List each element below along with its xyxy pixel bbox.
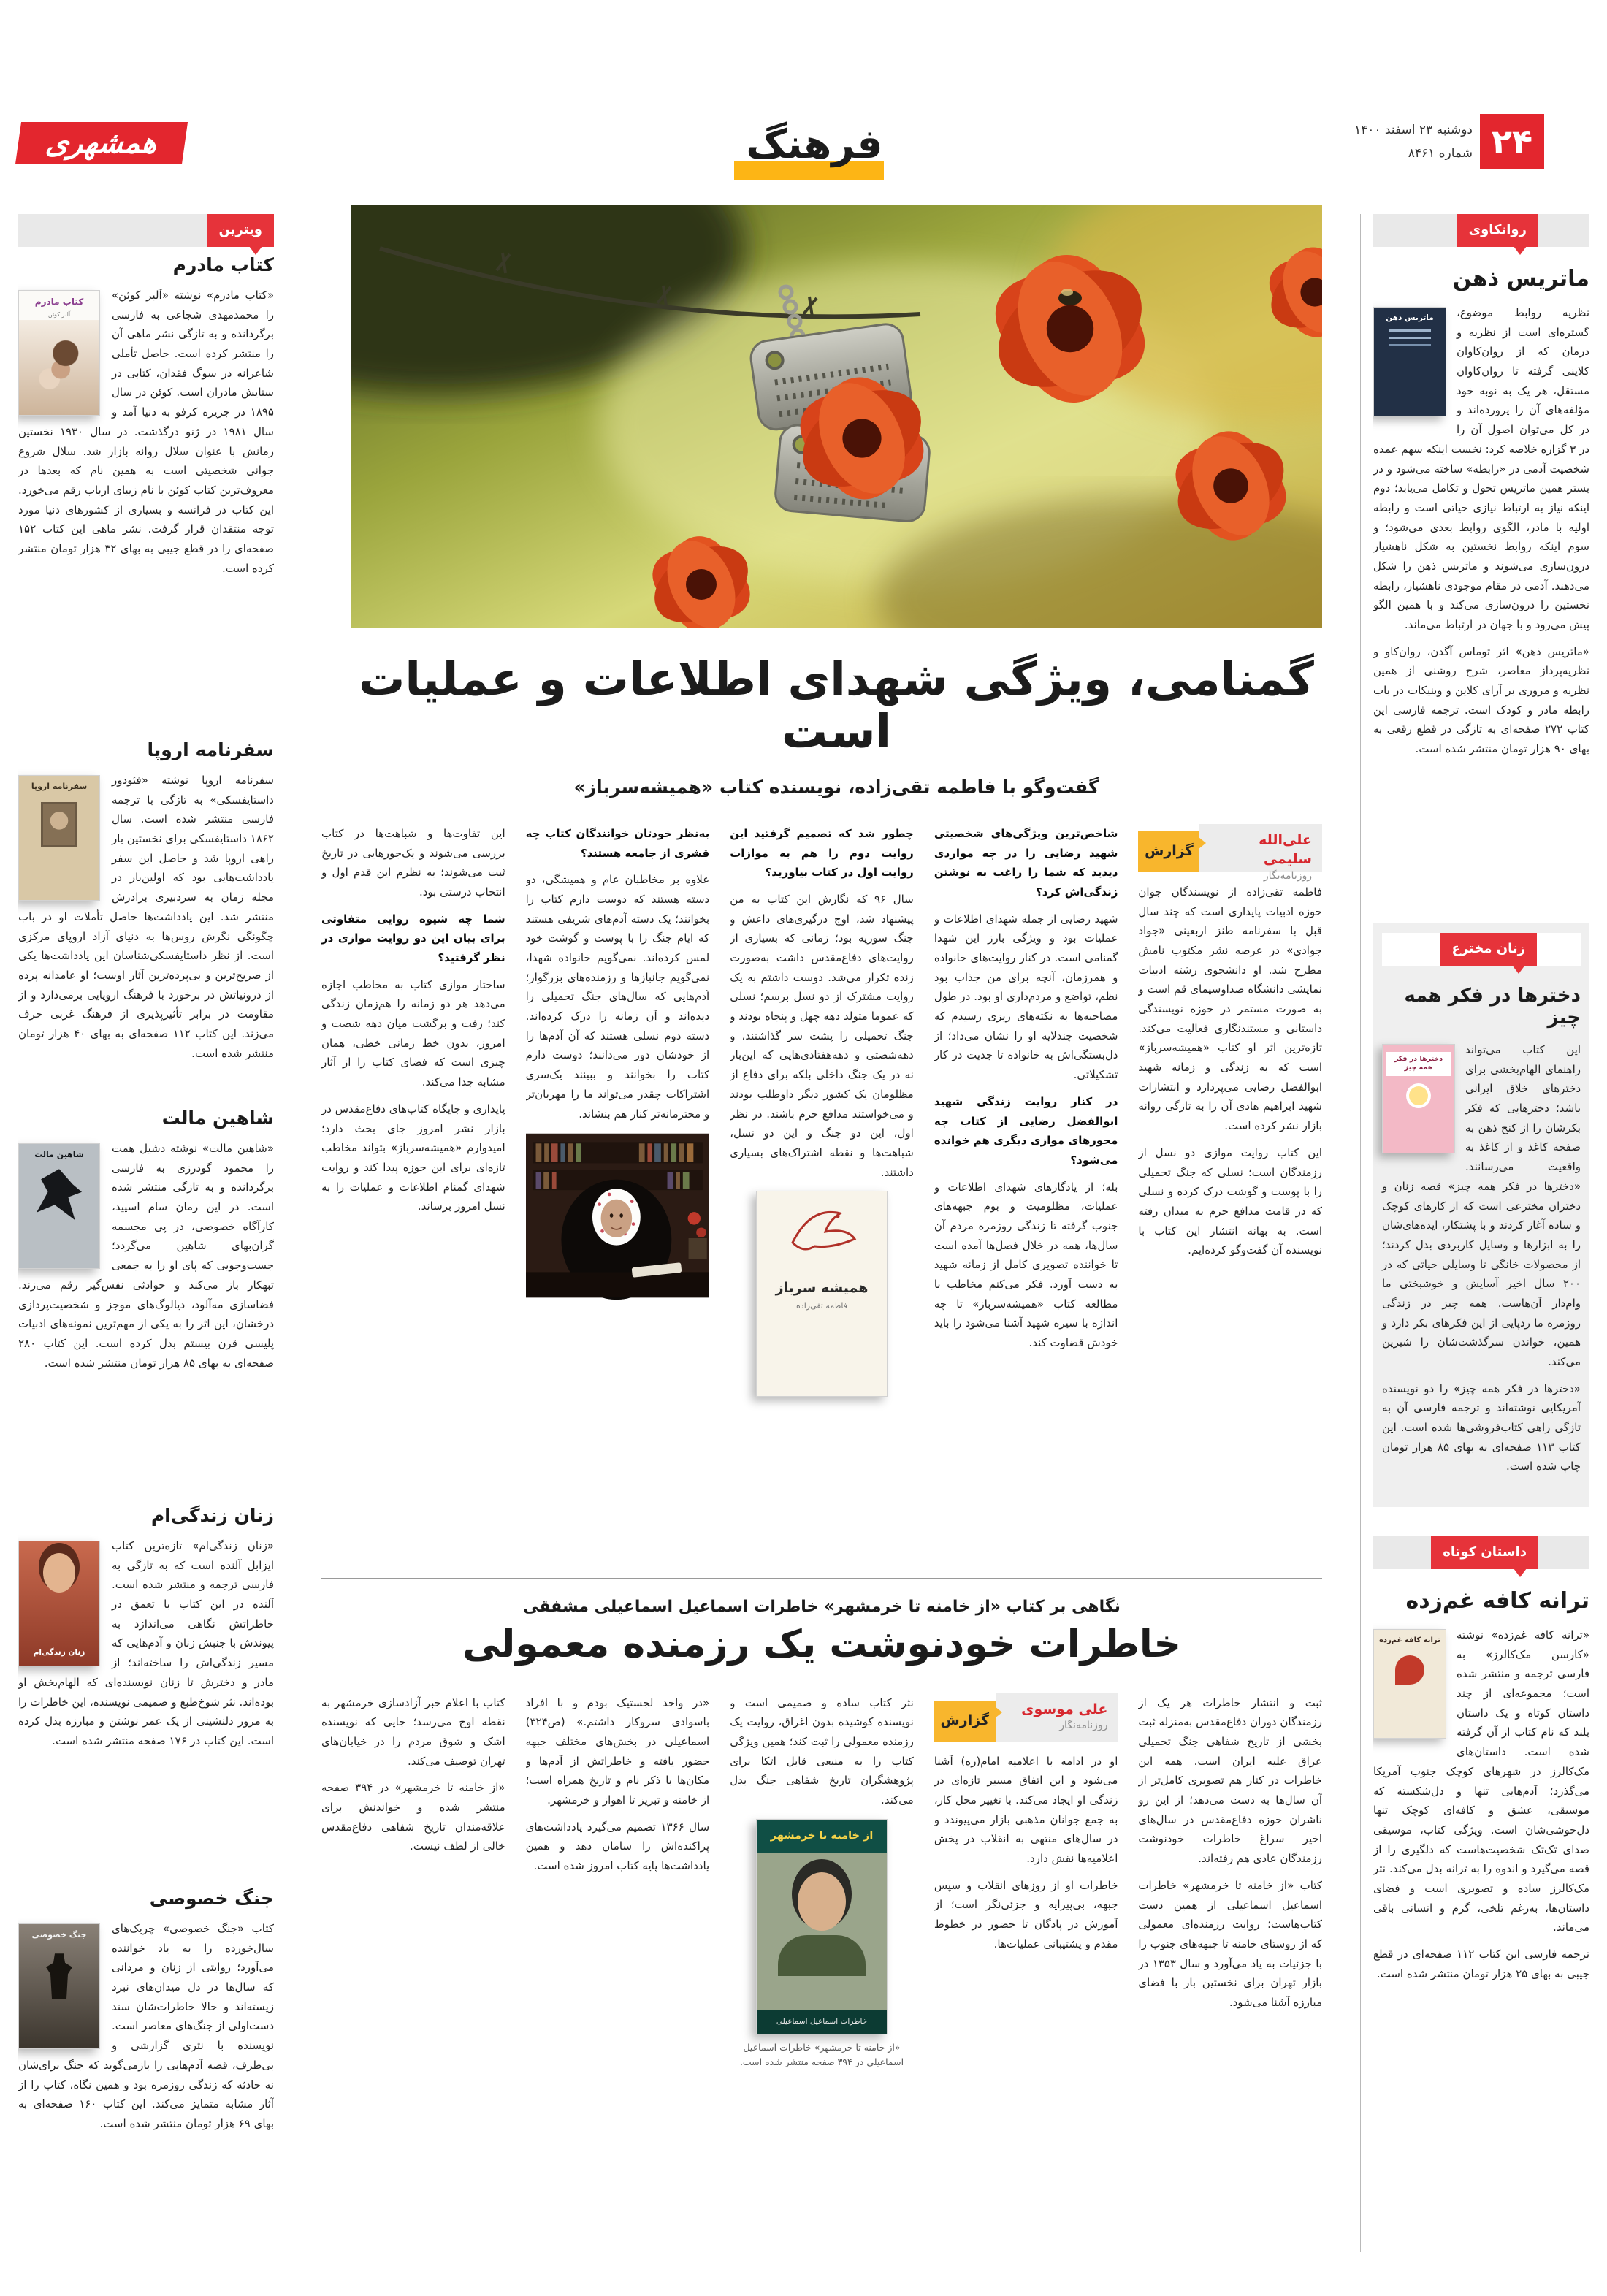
article-column-5 (321, 1693, 505, 2235)
vitrine-tab: ویترین (207, 214, 274, 247)
page-number-box (1480, 114, 1544, 169)
article-column-5 (321, 824, 505, 1559)
body-paragraph: این تفاوت‌ها و شباهت‌ها در کتاب بررسی می‌شوند و یک‌جورهایی در تاریخ ثبت می‌شوند؛ به نظرم این قدم اول و انتخاب درستی بود. (321, 826, 505, 899)
book-caption: «از خامنه تا خرمشهر» خاطرات اسماعیل اسماعیلی در ۳۹۴ صفحه منتشر شده است. (739, 2041, 904, 2067)
body-paragraph: «در واحد لجستیک بودم و با افراد باسوادی سروکار داشتم.» (ص۳۲۴) اسماعیلی در بخش‌های مختلف جبهه حضور یافته و خاطراتش از آدم‌ها و مکان‌ها با ذکر نام و تاریخ همراه است؛ از خامنه و تبریز تا اهواز و خرمشهر. (525, 1696, 710, 1807)
report-tab: گزارش (934, 1701, 996, 1742)
lightbulb-decor (1409, 1086, 1428, 1105)
author-portrait-photo (526, 1131, 710, 1300)
body-paragraph: این کتاب می‌تواند راهنمای الهام‌بخشی برای دخترهای خلاق ایرانی باشد؛ دخترهایی که فکر بکرشان را از کنج ذهن به صفحه کاغذ و از کاغذ به واقعیت می‌رسانند. «دخترها در فکر همه چیز» قصه زنان و دختران مخترعی است که از کارهای کوچک و ساده آغاز کردند و با پشتکار، ایده‌های‌شان را به ابزارها و وسایل کاربردی بدل کردند؛ از محصولات خانگی تا وسایلی حیاتی که در ۲۰۰ سال اخیر آسایش و خوشبختی ما وام‌دار آن‌هاست. همه چیز در زندگی روزمره ما ردپایی از این فکرهای بکر دارد و همین، خواندن سرگذشت‌شان را شیرین می‌کند. (1382, 1043, 1581, 1368)
article-column-2 (934, 1693, 1118, 2235)
book-cover-matrix (1373, 307, 1446, 416)
vitrine-book-europa (18, 732, 274, 1083)
vitrine-book-women-of-my-life (18, 1498, 274, 1863)
rail-section-psychoanalysis (1373, 214, 1589, 904)
section-strip (1382, 933, 1581, 966)
body-paragraph: ساختار موازی کتاب به مخاطب اجازه می‌دهد هر دو زمانه را هم‌زمان زندگی کند؛ رفت و برگشت میان دهه شصت و امروز، بدون خط زمانی خطی، همان چیزی است که فضای کتاب را از آثار مشابه جدا می‌کند. (321, 977, 505, 1089)
body-paragraph: علاوه بر مخاطبان عام و همیشگی، دو دسته هستند که دوست دارم کتاب را بخوانند؛ یک دسته آدم‌های شریفی هستند که ایام جنگ را با پوست و گوشت خود لمس کرده‌اند. نمی‌گویم خانواده شهدا، نمی‌گویم جانبازها و رزمنده‌های بزرگوار؛ آدم‌هایی که سال‌های جنگ تحمیلی را دیده‌اند و آن زمانه را درک کرده‌اند. دسته دوم نسلی هستند که آن آدم‌ها را از خودشان دور می‌دانند؛ دوست دارم کتاب را بخوانند و ببینند یک‌سری اشتراکات چقدر می‌تواند ما را مهربان‌تر و محترمانه‌تر کنار هم بنشاند. (525, 873, 710, 1121)
body-paragraph: فاطمه تقی‌زاده از نویسندگان جوان حوزه ادبیات پایداری است که چند سال قبل با سفرنامه طنز اربعینی «جواد جوادی» در عرصه نشر مکتوب نامش مطرح شد. او دانشجوی رشته ادبیات نمایشی دانشگاه صداوسیمای قم است و به صورت مستمر در حوزه نویسندگی داستانی و مستندنگاری فعالیت می‌کند. تازه‌ترین اثر او کتاب «همیشه‌سرباز» است که به زندگی و زمانه شهید ابوالفضل رضایی می‌پردازد و انتشارات شهید ابراهیم هادی آن را به تازگی روانه بازار نشر کرده است. (1138, 885, 1322, 1133)
book-cover-madaram (18, 290, 100, 416)
body-paragraph: کتاب «از خامنه تا خرمشهر» خاطرات اسماعیل اسماعیلی از همین دست کتاب‌هاست؛ روایت رزمنده‌ای معمولی که از روستای خامنه تا جبهه‌های جنوب را با جزئیات به یاد می‌آورد و سال ۱۳۵۳ در بازار تهران برای نخستین بار با فضای مبارزه آشنا می‌شود. (1138, 1878, 1322, 2009)
right-rail (1373, 214, 1589, 2238)
article-column-3 (730, 1693, 914, 2235)
book-title: سفرنامه اروپا (147, 739, 274, 760)
section-body (1373, 1625, 1589, 1983)
logo-text: همشهری (43, 126, 160, 160)
cover-decor (1389, 329, 1432, 332)
byline-info (1199, 824, 1322, 882)
book-cover-private-war (18, 1923, 100, 2049)
article-column-2 (934, 824, 1118, 1559)
book-cover-author: فاطمه تقی‌زاده (796, 1300, 847, 1311)
section-title: ماتریس ذهن (1452, 266, 1589, 291)
book-cover-title: کتاب مادرم (34, 297, 84, 307)
vitrine-book-private-war (18, 1880, 274, 2238)
hero-photo-dogtags-poppies (351, 205, 1322, 628)
bottom-headline: خاطرات خودنوشت یک رزمنده معمولی (462, 1622, 1181, 1666)
vitrine-book-falcon (18, 1100, 274, 1480)
body-paragraph: ثبت و انتشار خاطرات هر یک از رزمندگان دوران دفاع‌مقدس به‌منزله ثبت بخشی از تاریخ شفاهی جنگ تحمیلی عراق علیه ایران است. همه این خاطرات در کنار هم تصویری کامل‌تر از آن سال‌ها به دست می‌دهد؛ از این رو ناشران حوزه دفاع‌مقدس در سال‌های اخیر سراغ خاطرات خودنوشت رزمندگان عادی هم رفته‌اند. (1138, 1696, 1322, 1866)
book-review (18, 1919, 274, 2134)
section-title: ترانه کافه غم‌زده (1405, 1588, 1589, 1614)
right-rail-divider (1360, 214, 1361, 2252)
book-cover-falcon (18, 1143, 100, 1269)
portrait-decor (778, 1935, 866, 1976)
bottom-kicker: نگاهی بر کتاب «از خامنه تا خرمشهر» خاطرات اسماعیل اسماعیلی مشفقی (523, 1597, 1121, 1616)
interview-question: به‌نظر خودتان خوانندگان کتاب چه قشری از جامعه هستند؟ (525, 826, 710, 860)
article-column-4 (526, 1693, 710, 2235)
book-cover-subtitle: خاطرات اسماعیل اسماعیلی (757, 2010, 887, 2034)
article-column-4 (526, 824, 710, 1559)
vitrine-book-madaram (18, 247, 274, 714)
book-review (18, 286, 274, 578)
main-headline: گمنامی، ویژگی شهدای اطلاعات و عملیات است (359, 652, 1314, 759)
book-cover-europa (18, 775, 100, 901)
report-tab: گزارش (1138, 831, 1199, 872)
body-paragraph: نظریه روابط موضوع، گستره‌ای است از نظریه و درمان که از روان‌کاوان کلاینی گرفته تا روان‌کاوان مستقل، هر یک به نوبه خود مؤلفه‌های آن را پرورده‌اند و در کل می‌توان اصول آن را در ۳ گزاره خلاصه کرد: نخست اینکه سهم عمده شخصیت آدمی در «رابطه» ساخته می‌شود و در بستر همین ماتریس تحول و تکامل می‌یابد؛ دوم اینکه نیاز به ارتباط نیازی حیاتی است و رابطه اولیه با مادر، الگوی روابط بعدی می‌شود؛ و سوم اینکه روابط نخستین به شکل ناهشیار درون‌سازی می‌شوند و ماتریس ذهن را شکل می‌دهند. آدمی در مقام موجودی ناهشیار، رابطه نخستین را درون‌سازی می‌کند و با همین الگو پیش می‌رود و با جهان در ارتباط می‌ماند. (1373, 306, 1589, 631)
book-cover-hamisheh-sarbaz (756, 1191, 888, 1397)
section-tab: داستان کوتاه (1431, 1536, 1538, 1569)
book-cover-sad-cafe (1373, 1629, 1446, 1739)
book-title: کتاب مادرم (172, 254, 274, 275)
book-cover-title: دخترها در فکر همه چیز (1386, 1052, 1451, 1076)
book-cover-title: همیشه سرباز (775, 1280, 869, 1297)
interview-question: در کنار روایت زندگی شهید ابوالفضل رضایی از کتاب چه محورهای موازی دیگری هم خوانده می‌شود؟ (934, 1094, 1118, 1167)
book-cover-title: شاهین مالت (34, 1150, 84, 1159)
interview-question: چطور شد که تصمیم گرفتید این روایت دوم را هم به موازات روایت اول در کتاب بیاورید؟ (730, 826, 914, 880)
issue-line: شماره ۸۴۶۱ (1408, 146, 1473, 161)
book-cover-title: از خامنه تا خرمشهر (757, 1820, 887, 1853)
byline-box (1138, 824, 1322, 882)
portrait-decor (43, 1553, 75, 1593)
article-separator (321, 1578, 1322, 1579)
body-paragraph: سفرنامه اروپا نوشته «فئودور داستایفسکی» به تازگی با ترجمه فارسی منتشر شده است. سال ۱۸۶۲ داستایفسکی برای نخستین بار راهی اروپا شد و حاصل این سفر یادداشت‌هایی بود که اولین‌بار در مجله زمان به سردبیری برادرش منتشر شد. این یادداشت‌ها حاصل تأملات او در باب چگونگی نگرش روس‌ها به دنیای آزاد اروپای مرکزی است. از نظر داستایفسکی‌شناسان این یادداشت‌ها یکی از صریح‌ترین و بی‌پرده‌ترین آثار اوست؛ او عامدانه پرده از درونیاتش در برخورد با فرهنگ اروپایی برمی‌دارد و از مقاومت در برابر تأثیرپذیری از فرهنگ غربی حرف می‌زند. این کتاب ۱۱۲ صفحه‌ای به بهای ۴۰ هزار تومان منتشر شده است. (18, 774, 274, 1060)
rail-section-women-inventors (1373, 923, 1589, 1507)
book-title: شاهین مالت (161, 1107, 274, 1129)
rail-section-short-story (1373, 1536, 1589, 2238)
body-paragraph: پایداری و جایگاه کتاب‌های دفاع‌مقدس در بازار نشر امروز جای بحث دارد؛ امیدوارم «همیشه‌سرباز» بتواند مخاطب تازه‌ای برای این حوزه پیدا کند و روایت شهدای گمنام اطلاعات و عملیات را به نسل امروز برساند. (321, 1102, 505, 1213)
body-paragraph: «از خامنه تا خرمشهر» در ۳۹۴ صفحه منتشر شده و خواندنش برای علاقه‌مندان تاریخ شفاهی دفاع‌مقدس خالی از لطف نیست. (321, 1781, 505, 1853)
body-paragraph: بله؛ از یادگارهای شهدای اطلاعات و عملیات، مظلومیت و بوم جبهه‌های جنوب گرفته تا زندگی روزمره مردم آن سال‌ها، همه در خلال فصل‌ها آمده است تا خواننده تصویری کامل از زمانه شهید به دست آورد. فکر می‌کنم مخاطب با مطالعه کتاب «همیشه‌سرباز» تا چه اندازه با سیره شهید آشنا می‌شود را باید خودش قضاوت کند. (934, 1180, 1118, 1350)
body-paragraph: خاطرات او از روزهای انقلاب و سپس جبهه، بی‌پیرایه و جزئی‌نگر است؛ از آموزش در پادگان تا حضور در خطوط مقدم و پشتیبانی عملیات‌ها. (934, 1878, 1118, 1950)
section-title: فرهنگ (746, 121, 883, 167)
article-column-3 (730, 824, 914, 1559)
section-tab: زنان مخترع (1440, 933, 1537, 966)
author-name: علی موسوی (1021, 1701, 1108, 1717)
book-title: جنگ خصوصی (149, 1888, 274, 1909)
book-cover-title: جنگ خصوصی (31, 1930, 87, 1940)
soldier-decor (45, 1953, 74, 1999)
book-cover-title: ماتریس ذهن (1386, 313, 1434, 322)
section-body (1373, 303, 1589, 759)
dove-illustration (778, 1191, 866, 1272)
section-tab: روانکاوی (1457, 214, 1538, 247)
book-cover-title: زنان زندگی‌ام (33, 1648, 85, 1658)
author-role: روزنامه‌نگار (1263, 870, 1312, 882)
main-kicker: گفت‌وگو با فاطمه تقی‌زاده، نویسنده کتاب «همیشه‌سرباز» (573, 776, 1099, 798)
body-paragraph: «زنان زندگی‌ام» تازه‌ترین کتاب ایزابل آلنده است که به تازگی به فارسی ترجمه و منتشر شده است. آلنده در این کتاب با تعمق در خاطراتش نگاهی می‌اندازد به پیوندش با جنبش زنان و آدم‌هایی که مسیر زندگی‌اش را ساخته‌اند؛ از مادر و دخترش تا زنان نویسنده‌ای که الهام‌بخش او بوده‌اند. نثر شوخ‌طبع و صمیمی نویسنده، این خاطرات را به مرور دلنشینی از یک عمر نوشتن و مبارزه بدل کرده است. این کتاب در ۱۷۶ صفحه منتشر شده است. (18, 1539, 274, 1747)
body-paragraph: او در ادامه با اعلامیه امام(ره) آشنا می‌شود و این اتفاق مسیر تازه‌ای در زندگی او ایجاد می‌کند. با تغییر محل کار، به جمع جوانان مذهبی بازار می‌پیوندد و در سال‌های منتهی به انقلاب در پخش اعلامیه‌ها نقش دارد. (934, 1754, 1118, 1866)
date-line: دوشنبه ۲۳ اسفند ۱۴۰۰ (1354, 123, 1473, 137)
section-strip (1373, 214, 1589, 247)
hamshahri-logo (15, 122, 188, 164)
body-paragraph: سال ۱۳۶۶ تصمیم می‌گیرد یادداشت‌های پراکنده‌اش را سامان دهد و همین یادداشت‌ها پایه کتاب امروز شده است. (525, 1820, 710, 1873)
book-cover-girls-think (1382, 1044, 1455, 1153)
section-strip (1373, 1536, 1589, 1569)
body-paragraph: این کتاب روایت موازی دو نسل از رزمندگان است؛ نسلی که جنگ تحمیلی را با پوست و گوشت درک کرده و نسلی که در قامت مدافع حرم به میدان رفته است. به بهانه انتشار این کتاب با نویسنده آن گفت‌وگو کرده‌ایم. (1138, 1145, 1322, 1257)
author-name: علی‌الله سلیمی (1259, 831, 1312, 868)
falcon-decor (37, 1169, 82, 1220)
body-paragraph: «ماتریس ذهن» اثر توماس آگدن، روان‌کاو و نظریه‌پرداز معاصر، شرح روشنی از همین نظریه و مروری بر آرای کلاین و وینیکات در باب رابطه مادر و کودک است. ترجمه فارسی این کتاب ۲۷۲ صفحه‌ای به تازگی در قطع رقعی به بهای ۹۰ هزار تومان منتشر شده است. (1373, 644, 1589, 756)
section-body (1382, 1040, 1581, 1476)
body-paragraph: «کتاب مادرم» نوشته «آلبر کوئن» را محمدمهدی شجاعی به فارسی برگردانده و به تازگی نشر ماهی آن را منتشر کرده است. حاصل تأملی شاعرانه در سوگ فقدان، کتابی در ستایش مادران است. کوئن در سال ۱۸۹۵ در جزیره کرفو به دنیا آمد و سال ۱۹۸۱ در ژنو درگذشت. در سال ۱۹۳۰ نخستین رمانش با عنوان سلال روانه بازار شد. سلال شروع جوانی شخصیتی است به همین نام که بعدها در معروف‌ترین کتاب کوئن با نام زیبای ارباب رقم می‌خورد. این کتاب در فرانسه و بسیاری از کشورهای دنیا مورد توجه منتقدان قرار گرفت. نشر ماهی این کتاب ۱۵۲ صفحه‌ای را در قطع جیبی به بهای ۳۲ هزار تومان منتشر کرده است. (18, 289, 274, 575)
body-paragraph: نثر کتاب ساده و صمیمی است و نویسنده کوشیده بدون اغراق، روایت یک رزمنده معمولی را ثبت کند؛ همین ویژگی کتاب را به منبعی قابل اتکا برای پژوهشگران تاریخ شفاهی جنگ بدل می‌کند. (730, 1696, 914, 1807)
book-cover-title: ترانه کافه غم‌زده (1379, 1636, 1440, 1644)
body-paragraph: ترجمه فارسی این کتاب ۱۱۲ صفحه‌ای در قطع جیبی به بهای ۲۵ هزار تومان منتشر شده است. (1373, 1948, 1589, 1980)
section-banner (727, 110, 902, 183)
book-review (18, 1536, 274, 1751)
book-cover-title: سفرنامه اروپا (31, 782, 88, 791)
cover-decor (1395, 1655, 1424, 1685)
book-cover-khameneh (756, 1819, 888, 2034)
interview-question: شاخص‌ترین ویژگی‌های شخصیتی شهید رضایی را در چه مواردی دیدید که شما را راغب به نوشتن زندگی‌اش کرد؟ (934, 826, 1118, 899)
byline-info (996, 1693, 1118, 1742)
article-column-1 (1138, 1693, 1322, 2235)
section-title: دخترها در فکر همه چیز (1404, 985, 1581, 1029)
bottom-article-columns (321, 1693, 1322, 2235)
book-cover-author: آلبر کوئن (47, 310, 71, 318)
vitrine-strip (18, 214, 274, 247)
portrait-decor (798, 1872, 846, 1931)
body-paragraph: کتاب «جنگ خصوصی» چریک‌های سال‌خورده را به یاد خواننده می‌آورد؛ روایتی از زنان و مردانی که سال‌ها در دل میدان‌های نبرد زیسته‌اند و حالا خاطرات‌شان سند دست‌اولی از جنگ‌های معاصر است. نویسنده با نثری گزارشی و بی‌طرف، قصه آدم‌هایی را بازمی‌گوید که جنگ برای‌شان نه حادثه که زندگی روزمره بود و همین نگاه، کتاب را از آثار مشابه متمایز می‌کند. این کتاب ۱۶۰ صفحه‌ای به بهای ۶۹ هزار تومان منتشر شده است. (18, 1922, 274, 2130)
portrait-decor (41, 802, 77, 847)
body-paragraph: شهید رضایی از جمله شهدای اطلاعات و عملیات بود و ویژگی بارز این شهدا گمنامی است. در کنار روایت‌های خانواده و همرزمان، آنچه برای من جذاب بود نظم، تواضع و مردم‌داری او بود. در طول مصاحبه‌ها به نکته‌های ریزی رسیدم که شخصیت چندلایه او را نشان می‌داد؛ از دل‌بستگی‌اش به خانواده تا جدیت در کار تشکیلاتی. (934, 912, 1118, 1082)
body-paragraph: کتاب با اعلام خبر آزادسازی خرمشهر به نقطه اوج می‌رسد؛ جایی که نویسنده اشک و شوق مردم را در خیابان‌های تهران توصیف می‌کند. (321, 1696, 505, 1768)
main-article-columns (321, 824, 1322, 1559)
body-paragraph: «دخترها در فکر همه چیز» را دو نویسنده آمریکایی نوشته‌اند و ترجمه فارسی آن به تازگی راهی کتاب‌فروشی‌ها شده است. این کتاب ۱۱۳ صفحه‌ای به بهای ۸۵ هزار تومان چاپ شده است. (1382, 1381, 1581, 1473)
book-review (18, 771, 274, 1063)
article-column-1 (1138, 824, 1322, 1559)
author-role: روزنامه‌نگار (1059, 1720, 1108, 1732)
book-title: زنان زندگی‌ام (150, 1505, 274, 1526)
main-column (321, 205, 1322, 2235)
page-number: ۲۴ (1491, 122, 1533, 161)
body-paragraph: «شاهین مالت» نوشته دشیل همت را محمود گودرزی به فارسی برگردانده و به تازگی منتشر شده است. در این رمان سام اسپید، کارآگاه خصوصی، در پی مجسمه گران‌بهای شاهین می‌گردد؛ جست‌وجویی که پای او را به جمعی تبهکار باز می‌کند و حوادثی نفس‌گیر رقم می‌زند. فضاسازی مه‌آلود، دیالوگ‌های موجز و شخصیت‌پردازی درخشان، این اثر را به یکی از مهم‌ترین نمونه‌های ادبیات پلیسی قرن بیستم بدل کرده است. این کتاب ۲۸۰ صفحه‌ای به بهای ۸۵ هزار تومان منتشر شده است. (18, 1142, 274, 1370)
book-cover-women (18, 1541, 100, 1666)
date-block (1331, 118, 1473, 166)
byline-box (934, 1693, 1118, 1742)
vitrine-rail (18, 214, 274, 2256)
body-paragraph: «ترانه کافه غم‌زده» نوشته «کارسن مک‌کالرز» به فارسی ترجمه و منتشر شده است؛ مجموعه‌ای از چند داستان کوتاه و یک داستان بلند که نام کتاب از آن گرفته شده است. داستان‌های مک‌کالرز در شهرهای کوچک جنوب آمریکا می‌گذرد؛ آدم‌هایی تنها و دل‌شکسته که موسیقی، عشق و کافه‌ای کوچک تنها دل‌خوشی‌شان است. ویژگی کتاب، موسیقی صدای تک‌تک شخصیت‌هاست که دلگیری را از قصه می‌گیرد و اندوه را به ترانه بدل می‌کند. نثر مک‌کالرز ساده و تصویری است و فضای داستان‌ها، به‌رغم تلخی، گرم و انسانی باقی می‌ماند. (1373, 1628, 1589, 1934)
book-review (18, 1139, 274, 1373)
interview-question: شما چه شیوه روایی متفاوتی برای بیان این دو روایت موازی در نظر گرفتید؟ (321, 912, 505, 964)
body-paragraph: سال ۹۶ که نگارش این کتاب به من پیشنهاد شد، اوج درگیری‌های داعش و جنگ سوریه بود؛ زمانی که بسیاری از روایت‌های دفاع‌مقدس داشت به‌صورت زنده تکرار می‌شد. دوست داشتم به یک روایت مشترک از دو نسل برسم؛ نسلی که عموما متولد دهه چهل و پنجاه بودند و جنگ تحمیلی را پشت سر گذاشتند، و دهه‌شصتی و دهه‌هفتادی‌هایی که این‌بار نه در یک جنگ داخلی بلکه برای دفاع از مظلومان یک کشور دیگر داوطلب بودند و می‌خواستند مدافع حرم باشند. در نظر اول، این دو جنگ و این دو نسل، شباهت‌ها و نقطه اشتراک‌های بسیاری داشتند. (730, 892, 914, 1179)
